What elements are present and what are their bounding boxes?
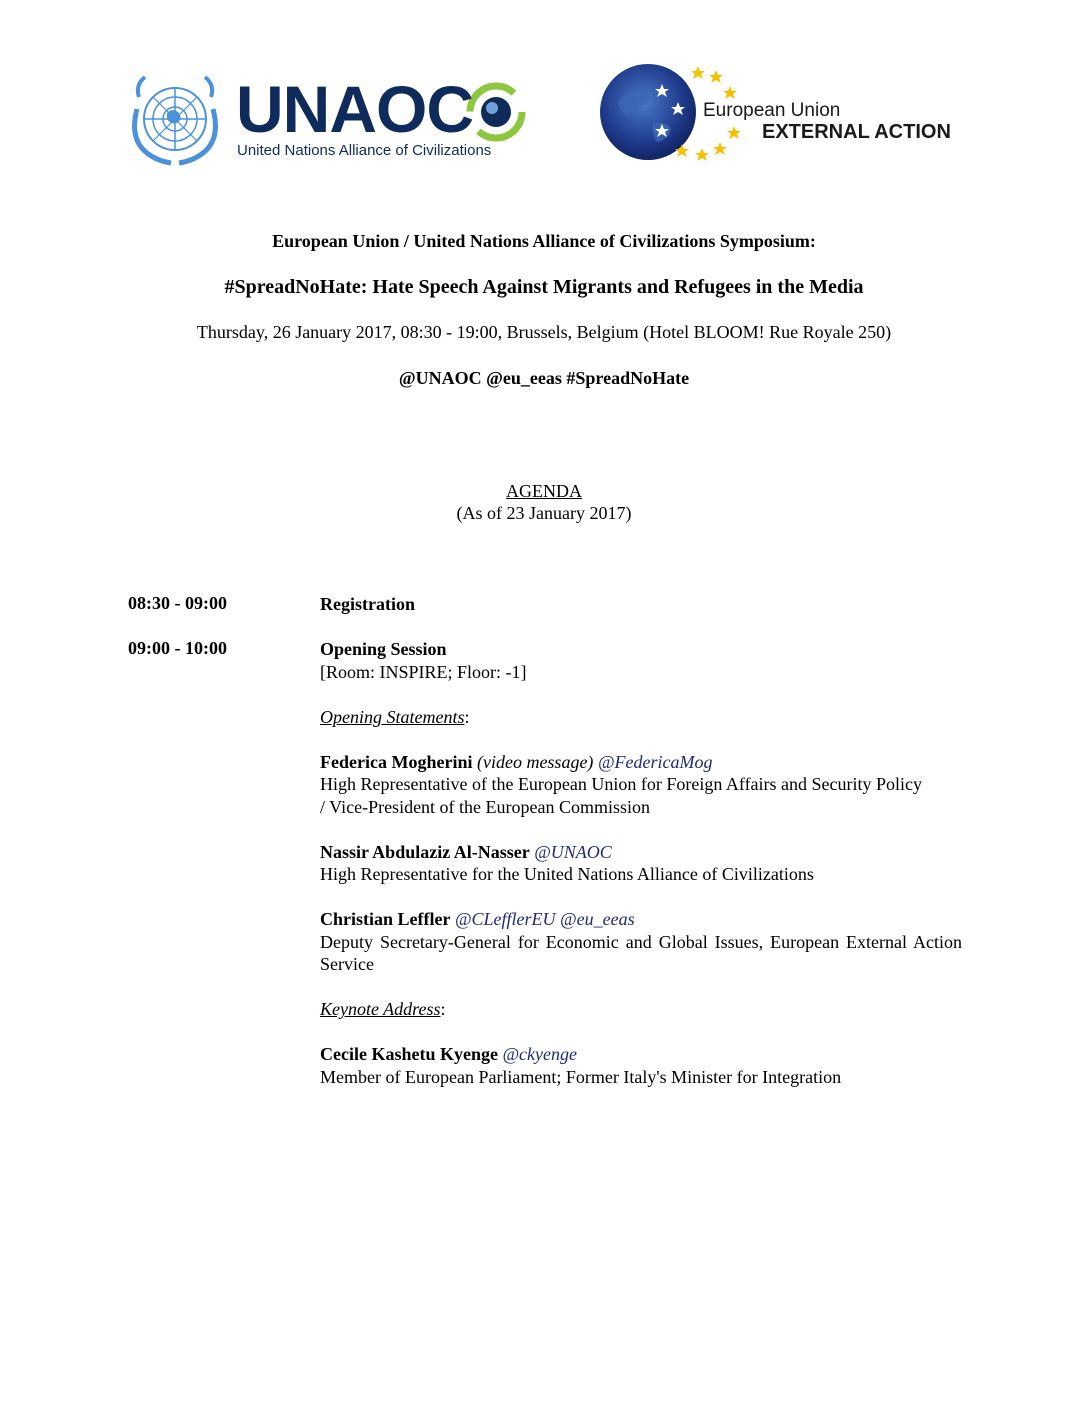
keynote-label-row: Keynote Address: (320, 999, 446, 1019)
symposium-heading: European Union / United Nations Alliance of Civilizations Symposium: (272, 231, 816, 251)
registration-title: Registration (320, 594, 415, 614)
speaker-twitter-handle[interactable]: @CLefflerEU @eu_eeas (454, 909, 635, 929)
event-title: #SpreadNoHate: Hate Speech Against Migrants and Refugees in the Media (224, 276, 864, 298)
speaker-leffler (320, 908, 962, 976)
opening-statements-label: Opening Statements (320, 706, 465, 727)
speaker-role: Member of European Parliament; Former Italy's Minister for Integration (320, 1066, 842, 1087)
unaoc-subtitle: United Nations Alliance of Civilizations (237, 142, 492, 159)
opening-session-block (320, 638, 962, 1088)
speaker-mogherini (320, 751, 962, 819)
speaker-twitter-handle[interactable]: @UNAOC (534, 841, 612, 862)
eu-logo-line2: EXTERNAL ACTION (762, 121, 951, 143)
speaker-twitter-handle[interactable]: @FedericaMog (597, 751, 713, 772)
agenda-heading: AGENDA (506, 481, 582, 501)
eu-external-action-logo (598, 62, 960, 164)
speaker-role: Deputy Secretary-General for Economic and Global Issues, European External Action Service (320, 931, 962, 974)
speaker-name: Federica Mogherini (320, 751, 473, 772)
speaker-role: High Representative of the European Union for Foreign Affairs and Security Policy / Vice-President of the European Commission (320, 774, 923, 817)
event-hashtags: @UNAOC @eu_eeas #SpreadNoHate (398, 368, 690, 388)
unaoc-logo (128, 72, 533, 167)
eu-logo-line1: European Union (703, 100, 841, 121)
speaker-name: Nassir Abdulaziz Al-Nasser (320, 841, 530, 862)
speaker-kyenge (320, 1043, 962, 1088)
speaker-name: Christian Leffler (320, 909, 451, 929)
keynote-label: Keynote Address (320, 999, 441, 1019)
registration-time: 08:30 - 09:00 (128, 593, 227, 613)
speaker-name: Cecile Kashetu Kyenge (320, 1044, 498, 1064)
opening-statements-label-row: Opening Statements: (320, 706, 470, 727)
unaoc-wordmark: UNAOC (236, 72, 473, 146)
event-date-location: Thursday, 26 January 2017, 08:30 - 19:00, Brussels, Belgium (Hotel BLOOM! Rue Royale 250) (196, 322, 892, 342)
opening-session-time: 09:00 - 10:00 (128, 638, 227, 658)
opening-session-title: Opening Session (320, 639, 447, 659)
speaker-role: High Representative for the United Nations Alliance of Civilizations (320, 864, 814, 884)
speaker-al-nasser (320, 841, 962, 886)
speaker-twitter-handle[interactable]: @ckyenge (502, 1044, 577, 1064)
opening-session-room: [Room: INSPIRE; Floor: -1] (320, 661, 527, 682)
speaker-note: (video message) (476, 751, 594, 772)
agenda-date-note: (As of 23 January 2017) (456, 503, 632, 523)
